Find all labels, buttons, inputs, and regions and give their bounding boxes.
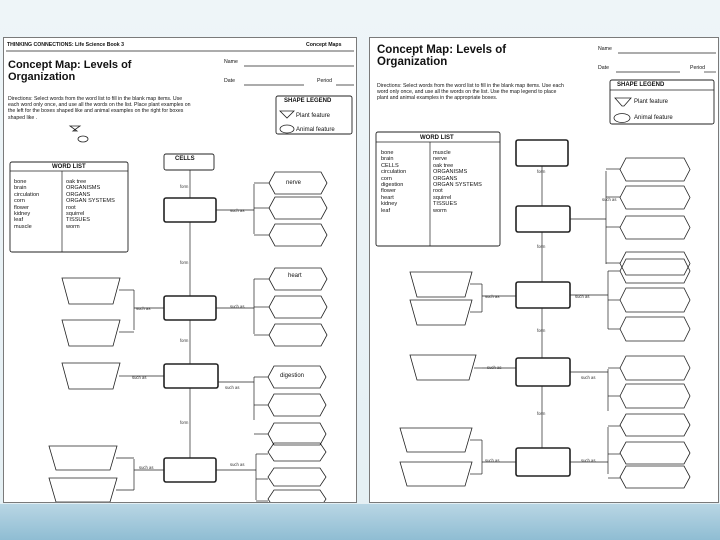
plant-trapezoid <box>49 478 117 502</box>
date-label: Date <box>598 65 609 71</box>
animal-hexagon <box>269 296 327 318</box>
blank-box-3 <box>164 364 218 388</box>
slide-footer-band <box>0 504 720 540</box>
word-item-1: nerve <box>433 156 447 163</box>
blank-box-1 <box>516 206 570 232</box>
word-list-title: WORD LIST <box>420 135 454 141</box>
animal-hexagon <box>620 442 690 464</box>
animal-hexagon <box>268 490 326 502</box>
hex-nerve-label: nerve <box>286 180 302 186</box>
plant-trapezoid <box>410 355 476 380</box>
plant-trapezoid <box>62 320 120 346</box>
name-label: Name <box>224 59 238 65</box>
link-such-as-4: such as <box>132 375 147 380</box>
shape-legend-title: SHAPE LEGEND <box>284 98 332 104</box>
link-such-as-6: such as <box>485 458 500 463</box>
cells-node-label: CELLS <box>175 156 195 162</box>
word-item-4: corn <box>381 175 392 182</box>
animal-hexagon <box>620 384 690 408</box>
animal-hexagon <box>269 324 327 346</box>
word-list-col1 <box>14 179 39 230</box>
word-item-0: bone <box>381 150 394 156</box>
directions: Directions: Select words from the word list to fill in the blank map items. Use each word only once, and use all the words on the list. Place plant examples on the left for the boxes shaped like and animal examples on the right for boxes shaped like . <box>8 96 191 121</box>
inline-trapezoid-icon <box>70 126 80 131</box>
word-item-6: root <box>433 188 443 195</box>
word-list-title: WORD LIST <box>52 164 86 170</box>
link-form-2: form <box>180 260 189 265</box>
hex-heart-label: heart <box>288 273 302 279</box>
word-item-0: oak tree <box>66 179 87 185</box>
link-form-3: form <box>180 338 189 343</box>
word-list-col2 <box>66 179 115 230</box>
animal-hexagon <box>620 259 690 283</box>
word-item-7: heart <box>381 194 394 201</box>
concept-map-right <box>370 38 718 502</box>
date-label: Date <box>224 78 235 84</box>
legend-oval-icon <box>280 125 294 133</box>
animal-hexagon <box>620 216 690 239</box>
animal-hexagon <box>268 468 326 486</box>
hex-digestion-label: digestion <box>280 373 305 379</box>
link-such-as-4: such as <box>487 365 502 370</box>
word-item-1: brain <box>381 156 394 163</box>
animal-hexagon <box>269 268 327 290</box>
word-item-2: circulation <box>14 191 40 198</box>
blank-box-2 <box>164 296 216 320</box>
link-such-as-3: such as <box>230 304 245 309</box>
link-form-4: form <box>537 411 546 416</box>
word-item-3: corn <box>14 198 25 205</box>
animal-hexagon <box>269 224 327 246</box>
link-such-as-3: such as <box>575 294 590 299</box>
plant-trapezoid <box>49 446 117 470</box>
link-form-2: form <box>537 244 546 249</box>
blank-box-top <box>516 140 568 166</box>
plant-trapezoid <box>400 462 472 486</box>
link-such-as-6: such as <box>139 465 154 470</box>
header-right: Concept Maps <box>306 42 342 48</box>
animal-hexagon <box>620 186 690 209</box>
word-item-4: ORGANS <box>433 175 458 182</box>
animal-hexagon <box>269 197 327 219</box>
word-item-5: ORGAN SYSTEMS <box>433 182 482 189</box>
shape-legend-title: SHAPE LEGEND <box>617 82 665 88</box>
word-item-7: squirrel <box>433 194 452 201</box>
plant-trapezoid <box>62 363 120 389</box>
word-item-1: brain <box>14 185 27 192</box>
word-item-2: oak tree <box>433 162 454 169</box>
animal-hexagon <box>620 414 690 436</box>
word-item-8: kidney <box>381 201 398 208</box>
word-item-6: TISSUES <box>66 217 90 224</box>
link-such-as-7: such as <box>581 458 596 463</box>
word-item-5: squirrel <box>66 211 85 218</box>
link-such-as-2: such as <box>136 306 151 311</box>
link-such-as-1: such as <box>230 208 245 213</box>
page-title: Concept Map: Levels of Organization <box>377 44 507 69</box>
word-item-6: leaf <box>14 217 24 224</box>
link-form-4: form <box>180 420 189 425</box>
blank-box-3 <box>516 358 570 386</box>
word-list-col1 <box>381 150 406 214</box>
word-item-7: worm <box>66 223 80 230</box>
link-form-3: form <box>537 328 546 333</box>
blank-box-4 <box>164 458 216 482</box>
inline-oval-icon <box>78 136 88 142</box>
animal-hexagon <box>268 423 326 445</box>
legend-plant-label: Plant feature <box>296 113 331 119</box>
link-such-as-2: such as <box>485 294 500 299</box>
animal-hexagon <box>620 356 690 380</box>
link-such-as-1: such as <box>602 197 617 202</box>
legend-plant-label: Plant feature <box>634 99 669 105</box>
word-item-9: worm <box>433 207 447 214</box>
book-header: THINKING CONNECTIONS: Life Science Book 3 <box>7 42 125 48</box>
word-item-2: CELLS <box>381 162 399 169</box>
word-item-3: ORGANISMS <box>433 169 468 176</box>
period-label: Period <box>690 65 705 71</box>
animal-hexagon <box>620 317 690 341</box>
word-item-3: circulation <box>381 169 407 176</box>
worksheet-right <box>369 37 719 503</box>
word-item-5: kidney <box>14 211 31 218</box>
blank-box-2 <box>516 282 570 308</box>
animal-hexagon <box>620 252 690 275</box>
legend-trapezoid-icon <box>615 98 631 106</box>
animal-hexagon <box>268 443 326 461</box>
word-item-2: ORGANS <box>66 191 91 198</box>
animal-hexagon <box>620 288 690 312</box>
plant-trapezoid <box>400 428 472 452</box>
animal-hexagon <box>620 158 690 181</box>
word-list-col2 <box>433 150 482 214</box>
link-such-as-5: such as <box>581 375 596 380</box>
link-such-as-7: such as <box>230 462 245 467</box>
period-label: Period <box>317 78 332 84</box>
word-item-9: leaf <box>381 207 391 214</box>
animal-hexagon <box>268 394 326 416</box>
worksheet-left <box>3 37 357 503</box>
blank-box-1 <box>164 198 216 222</box>
legend-animal-label: Animal feature <box>634 115 673 121</box>
word-item-0: muscle <box>433 150 451 156</box>
word-item-4: flower <box>14 204 29 211</box>
legend-animal-label: Animal feature <box>296 127 335 133</box>
word-item-3: ORGAN SYSTEMS <box>66 198 115 205</box>
blank-box-4 <box>516 448 570 476</box>
animal-hexagon <box>620 466 690 488</box>
word-item-4: root <box>66 204 76 211</box>
word-item-7: muscle <box>14 223 32 230</box>
word-item-0: bone <box>14 179 27 185</box>
word-item-6: flower <box>381 188 396 195</box>
plant-trapezoid <box>62 278 120 304</box>
legend-trapezoid-icon <box>280 111 294 118</box>
plant-trapezoid <box>410 272 472 297</box>
word-item-1: ORGANISMS <box>66 185 101 192</box>
plant-trapezoid <box>410 300 472 325</box>
link-form-1: form <box>537 169 546 174</box>
link-such-as-5: such as <box>225 385 240 390</box>
word-item-5: digestion <box>381 182 404 189</box>
word-item-8: TISSUES <box>433 201 457 208</box>
page-title: Concept Map: Levels of Organization <box>8 59 132 83</box>
directions: Directions: Select words from the word list to fill in the blank map items. Use each word only once, and use all the words on the list. Use the map legend to place plant and animal examples in the appropriate boxes. <box>377 83 564 102</box>
name-label: Name <box>598 46 612 52</box>
link-form-1: form <box>180 184 189 189</box>
legend-oval-icon <box>614 114 630 123</box>
